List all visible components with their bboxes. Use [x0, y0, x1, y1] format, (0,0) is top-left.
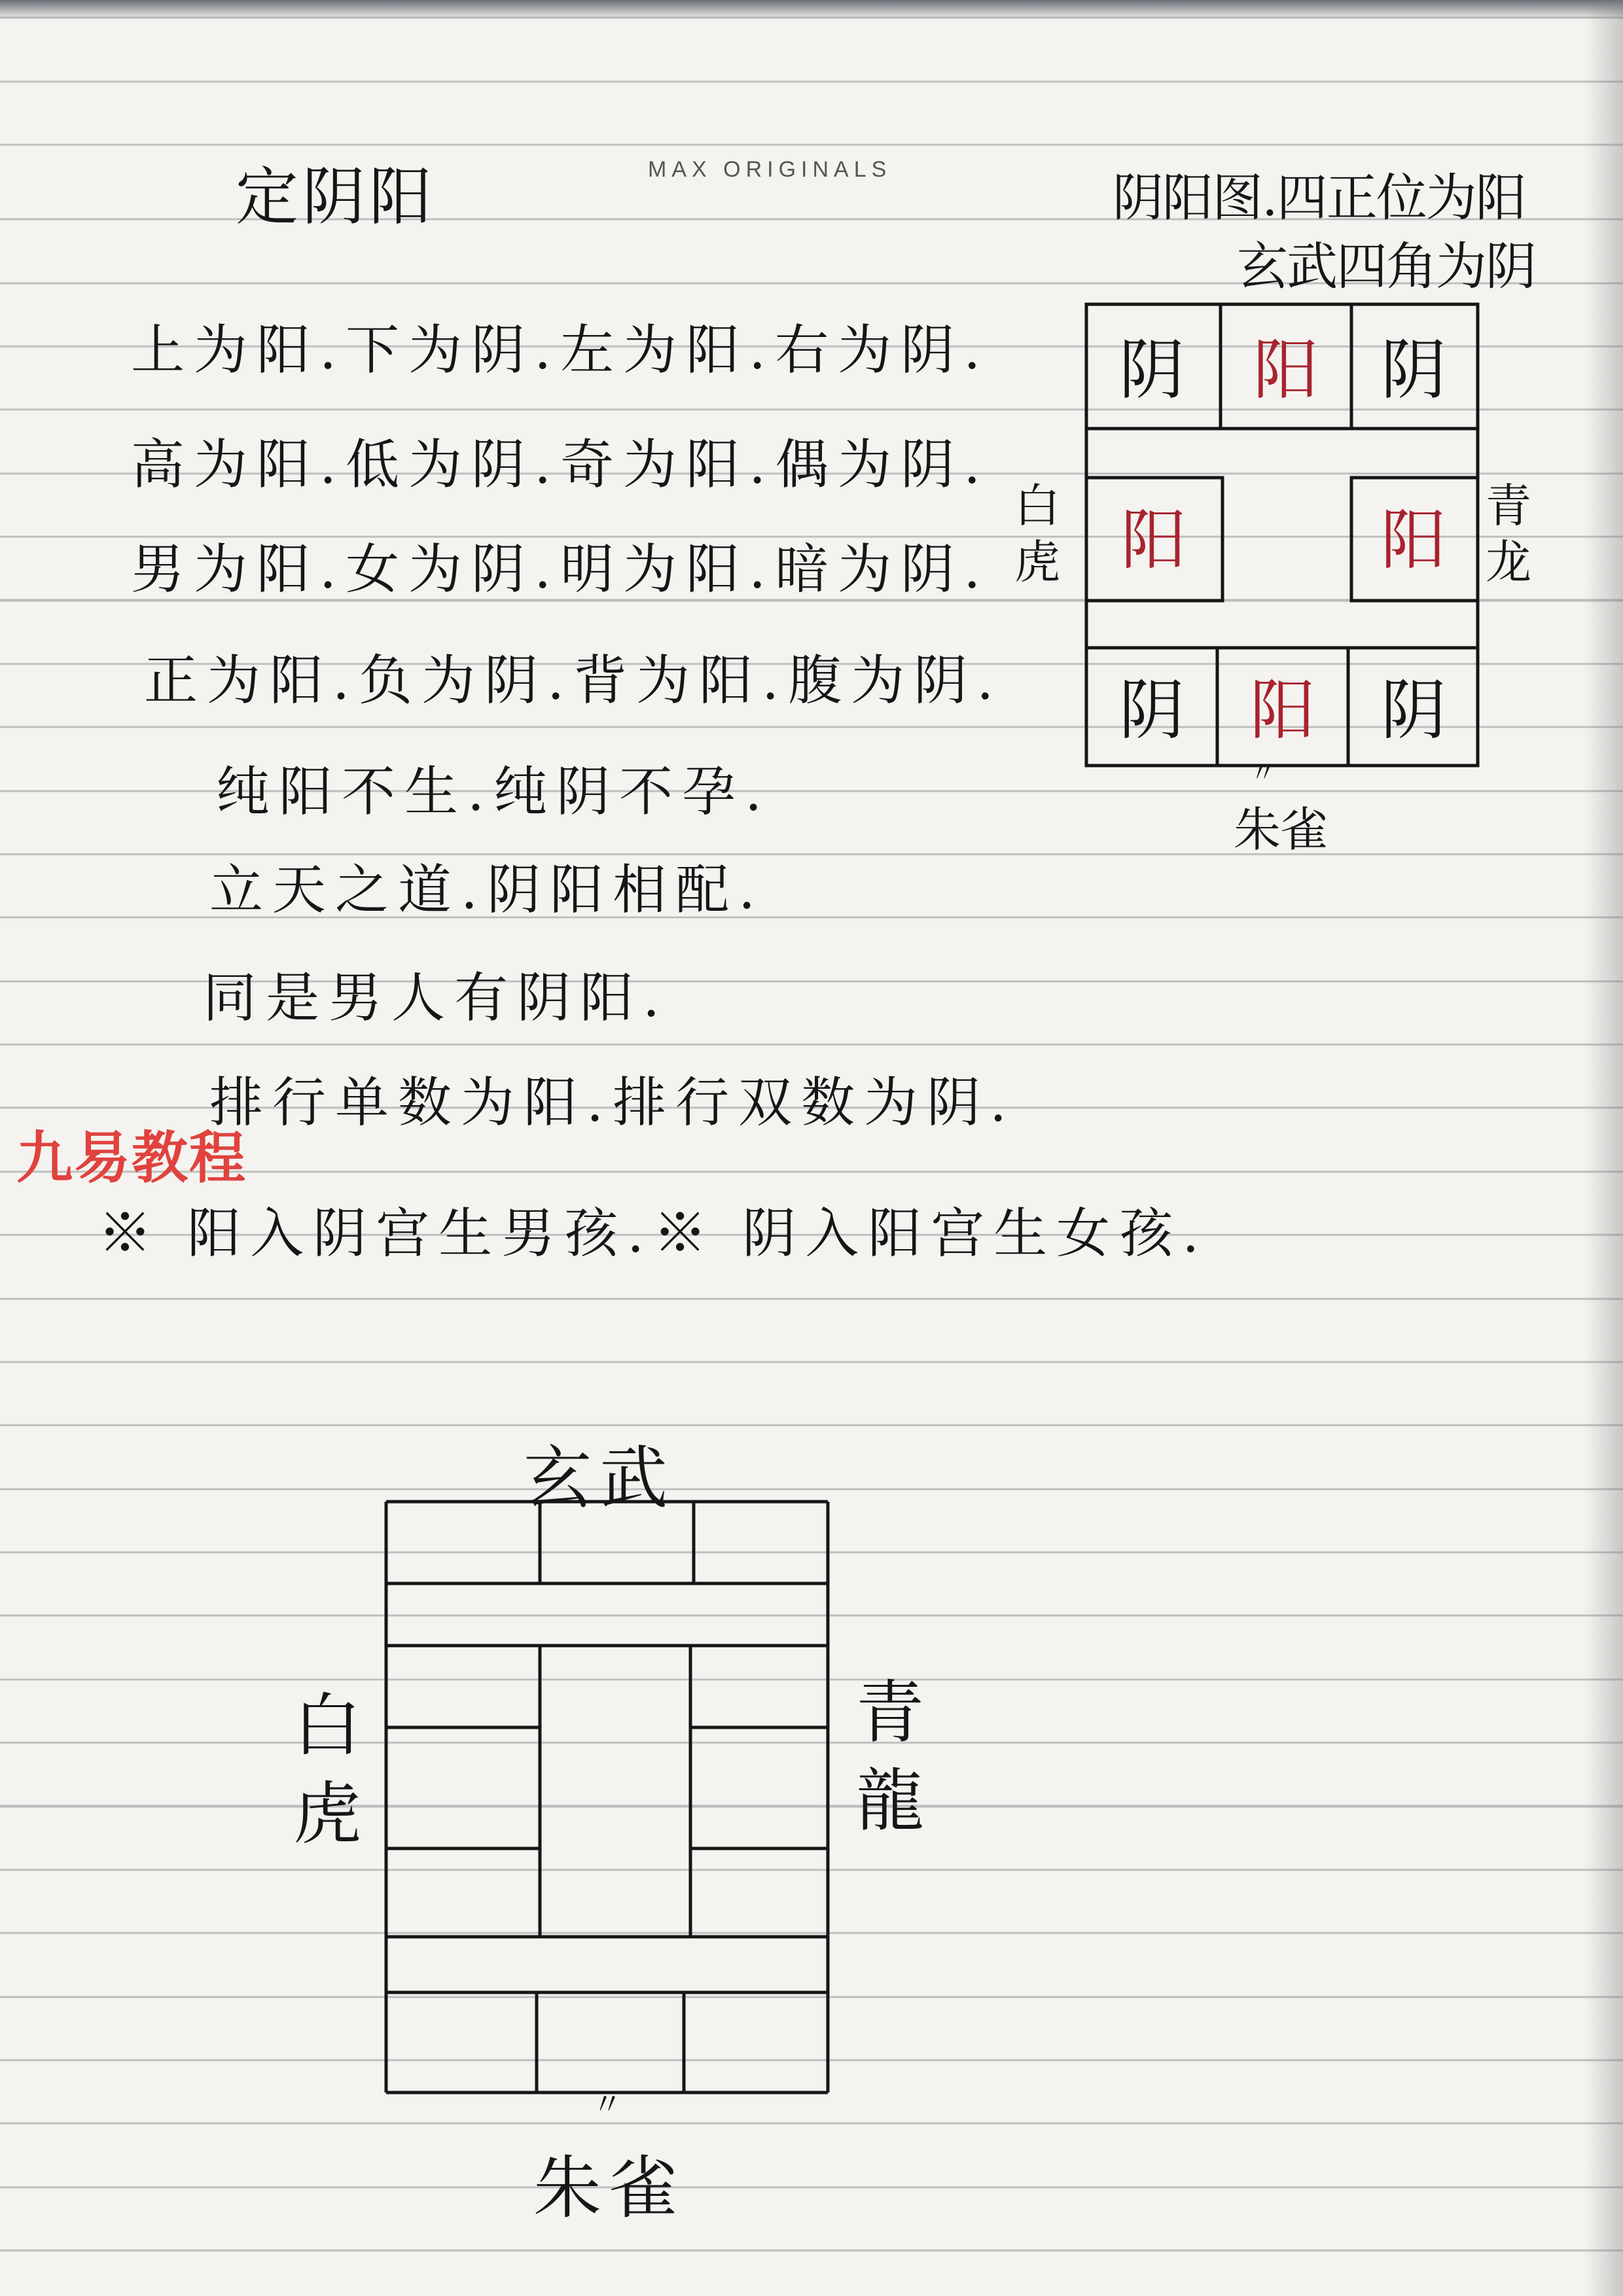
text-line-8: 排行单数为阳.排行双数为阴.	[209, 1072, 1016, 1134]
cell-bot-left: 阴	[1119, 672, 1185, 749]
big-left-label: 白虎	[293, 1686, 361, 1854]
page-right-shadow	[1584, 0, 1623, 2296]
cell-mid-right: 阳	[1381, 502, 1446, 578]
text-line-5: 纯阳不生.纯阴不孕.	[216, 761, 772, 823]
small-yin-yang-diagram	[1083, 301, 1482, 772]
cell-mid-left: 阳	[1121, 502, 1186, 578]
cell-bot-right: 阴	[1381, 672, 1446, 749]
small-ditto-mark: 〃	[1250, 758, 1276, 788]
page-top-shadow	[0, 0, 1623, 20]
text-line-7: 同是男人有阴阳.	[203, 967, 669, 1029]
big-right-label: 青龍	[855, 1672, 924, 1841]
cell-top-right: 阴	[1381, 332, 1446, 408]
page-title: 定阴阳	[236, 160, 436, 234]
text-line-9: ※ 阳入阴宫生男孩.※ 阴入阳宫生女孩.	[98, 1203, 1209, 1265]
text-line-1: 上为阳.下为阴.左为阳.右为阴.	[131, 319, 990, 381]
big-top-label: 玄武	[524, 1438, 676, 1518]
watermark: 九易教程	[16, 1125, 247, 1191]
text-line-4: 正为阳.负为阴.背为阳.腹为阴.	[144, 650, 1003, 712]
text-line-6: 立天之道.阴阳相配.	[209, 859, 765, 921]
small-right-label: 青龙	[1486, 479, 1531, 589]
small-left-label: 白虎	[1014, 479, 1060, 589]
small-bottom-label: 朱雀	[1234, 802, 1329, 857]
diagram-caption-line2: 玄武四角为阴	[1237, 238, 1536, 296]
text-line-3: 男为阳.女为阴.明为阳.暗为阴.	[131, 539, 990, 601]
big-bottom-label: 朱雀	[533, 2148, 686, 2228]
cell-top-mid: 阳	[1253, 332, 1319, 408]
diagram-caption-line1: 阴阳图.四正位为阳	[1113, 169, 1525, 228]
big-compass-diagram	[383, 1498, 834, 2097]
text-line-2: 高为阳.低为阴.奇为阳.偶为阴.	[131, 434, 990, 496]
notebook-brand: MAX ORIGINALS	[648, 157, 892, 182]
big-ditto-mark: 〃	[592, 2087, 622, 2122]
cell-top-left: 阴	[1119, 332, 1185, 408]
cell-bot-mid: 阳	[1250, 672, 1315, 749]
